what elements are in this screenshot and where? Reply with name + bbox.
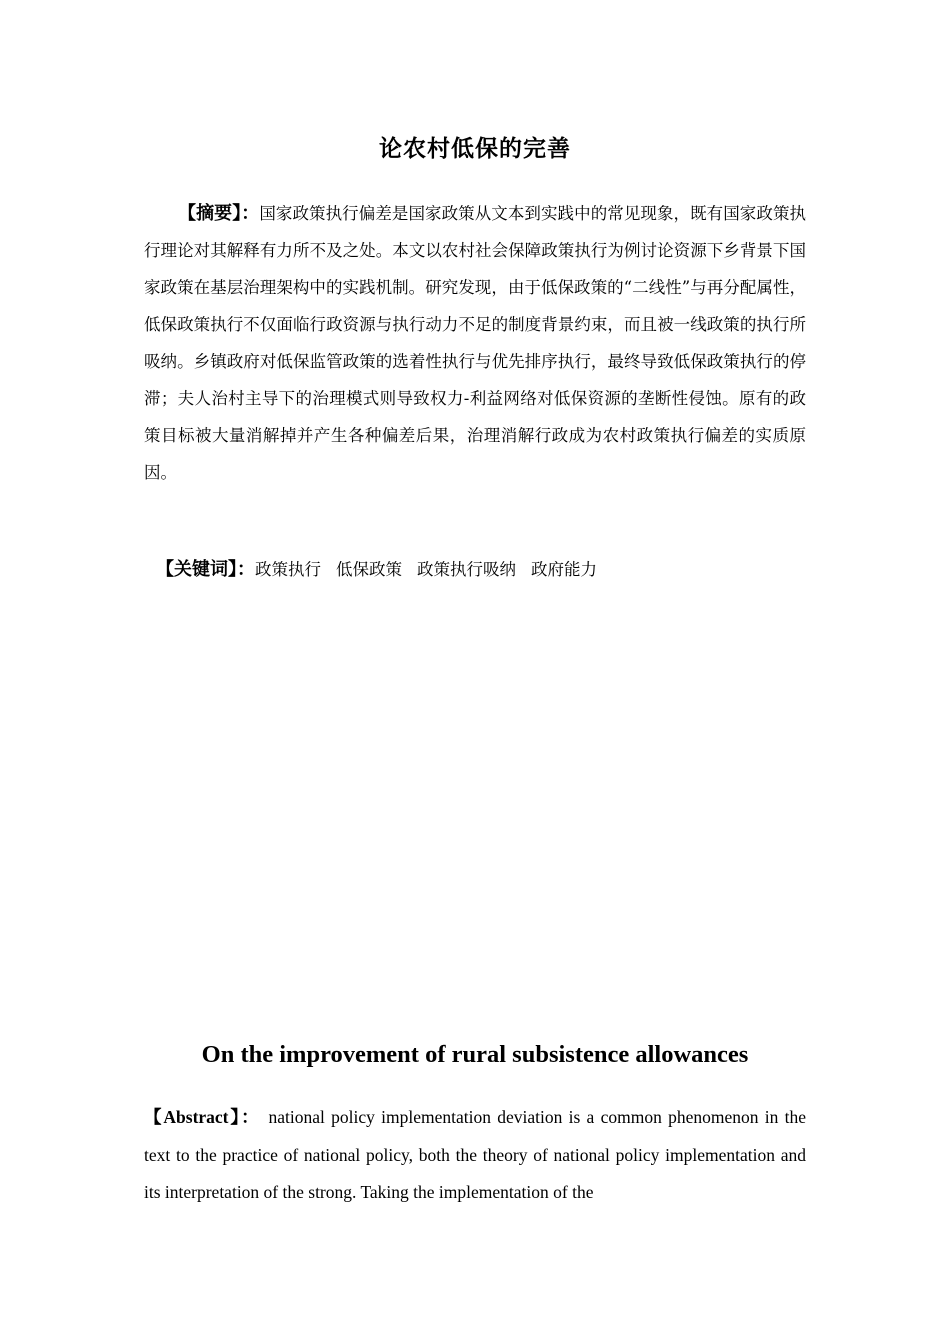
keyword-item: 政策执行 [255,560,321,579]
english-abstract-label: 【Abstract】 [144,1107,242,1127]
keyword-item: 政策执行吸纳 [417,560,516,579]
english-abstract-colon: ： [241,1107,261,1127]
english-abstract-text: national policy implementation deviation is a common phenomenon in the text to the practice of national policy, both the theory of national policy implementation and its interpretation of the strong. Taking the implementation of the [144,1107,807,1202]
chinese-keywords-label: 【关键词】： [156,559,255,580]
chinese-title: 论农村低保的完善 [379,136,571,162]
english-title: On the improvement of rural subsistence allowances [201,1041,749,1068]
chinese-abstract [144,195,806,491]
english-abstract [144,1099,806,1212]
chinese-keywords [156,553,806,587]
chinese-abstract-label: 【摘要】： [178,203,260,224]
keyword-item: 政府能力 [531,560,597,579]
chinese-abstract-text: 国家政策执行偏差是国家政策从文本到实践中的常见现象，既有国家政策执行理论对其解释有力所不及之处。本文以农村社会保障政策执行为例讨论资源下乡背景下国家政策在基层治理架构中的实践机制。研究发现，由于低保政策的“二线性”与再分配属性，低保政策执行不仅面临行政资源与执行动力不足的制度背景约束，而且被一线政策的执行所吸纳。乡镇政府对低保监管政策的选着性执行与优先排序执行，最终导致低保政策执行的停滞；夫人治村主导下的治理模式则导致权力-利益网络对低保资源的垄断性侵蚀。原有的政策目标被大量消解掉并产生各种偏差后果，治理消解行政成为农村政策执行偏差的实质原因。 [144,204,807,482]
keyword-item: 低保政策 [336,560,402,579]
